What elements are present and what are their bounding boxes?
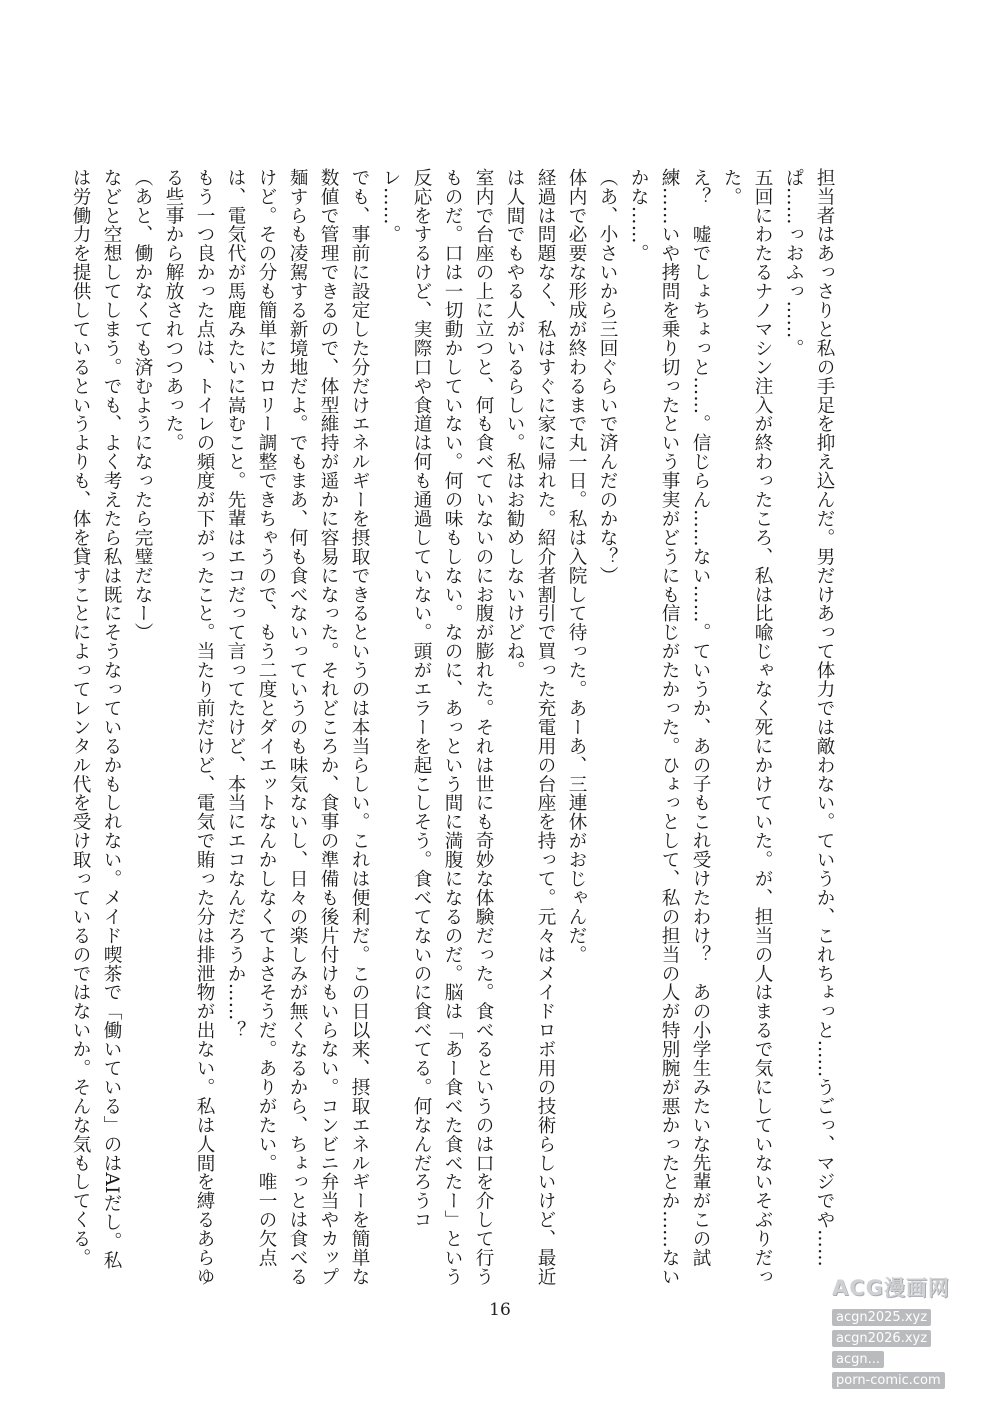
watermark-url: acgn2026.xyz [832,1330,931,1347]
paragraph: 担当者はあっさりと私の手足を抑え込んだ。男だけあって体力では敵わない。ていうか、これちょっと……うごっ、マジでや……ぱ……っおふっ……。 [783,168,835,1268]
paragraph: （あ、小さいから三回ぐらいで済んだのかな？） [597,168,618,585]
site-watermark [832,1272,984,1390]
paragraph: 体内で必要な形成が終わるまで丸一日。私は入院して待った。あーあ、三連休がおじゃんだ。 [566,168,587,964]
watermark-url: acgn2025.xyz [832,1309,931,1326]
paragraph: もう一つ良かった点は、トイレの頻度が下がったこと。当たり前だけど、電気で賄った分は排泄物が出ない。私は人間を縛るあらゆる些事から解放されつつあった。 [163,168,215,1287]
page-number: 16 [489,1300,511,1320]
paragraph: 経過は問題なく、私はすぐに家に帰れた。紹介者割引で買った充電用の台座を持って。元々はメイドロボ用の技術らしいけど、最近は人間でもやる人がいるらしい。私はお勧めしないけどね。 [504,168,556,1287]
watermark-url: acgn... [832,1351,884,1368]
paragraph: 五回にわたるナノマシン注入が終わったころ、私は比喩じゃなく死にかけていた。が、担当の人はまるで気にしていないそぶりだった。 [721,168,773,1287]
vertical-text-body [65,168,840,1288]
paragraph: え？ 嘘でしょちょっと……。信じらん……ない……。ていうか、あの子もこれ受けたわけ？ あの小学生みたいな先輩がこの試練……いや拷問を乗り切ったという事実がどうにも信じがたかった。ひょっとして、私の担当の人が特別腕が悪かったとか……ないかな……。 [628,168,711,1287]
watermark-url: porn-comic.com [832,1372,945,1389]
paragraph: でも、事前に設定した分だけエネルギーを摂取できるというのは本当らしい。これは便利だ。この日以来、摂取エネルギーを簡単な数値で管理できるので、体型維持が遥かに容易になった。それどころか、食事の準備も後片付けもいらない。コンビニ弁当やカップ麺すらも凌駕する新境地だよ。でもまあ、何も食べないっていうのも味気ないし、日々の楽しみが無くなるから、ちょっとは食べるけど。その分も簡単にカロリー調整できちゃうので、もう二度とダイエットなんかしなくてよさそうだ。ありがたい。唯一の欠点は、電気代が馬鹿みたいに嵩むこと。先輩はエコだって言ってたけど、本当にエコなんだろうか……？ [225,168,370,1287]
paragraph: などと空想してしまう。でも、よく考えたら私は既にそうなっているかもしれない。メイド喫茶で「働いている」のはAIだし。私は労働力を提供しているというよりも、体を貸すことによってレンタル代を受け取っているのではないか。そんな気もしてくる。 [70,168,122,1270]
watermark-title: ACG漫画网 [832,1276,950,1300]
paragraph: （あと、働かなくても済むようになったら完璧だなー） [132,168,153,642]
paragraph: 室内で台座の上に立つと、何も食べていないのにお腹が膨れた。それは世にも奇妙な体験だった。食べるというのは口を介して行うものだ。口は一切動かしていない。何の味もしない。なのに、あっという間に満腹になるのだ。脳は「あー食べた食べたー」という反応をするけど、実際口や食道は何も通過していない。頭がエラーを起こしそう。食べてないのに食べてる。何なんだろうコレ……。 [380,168,494,1287]
